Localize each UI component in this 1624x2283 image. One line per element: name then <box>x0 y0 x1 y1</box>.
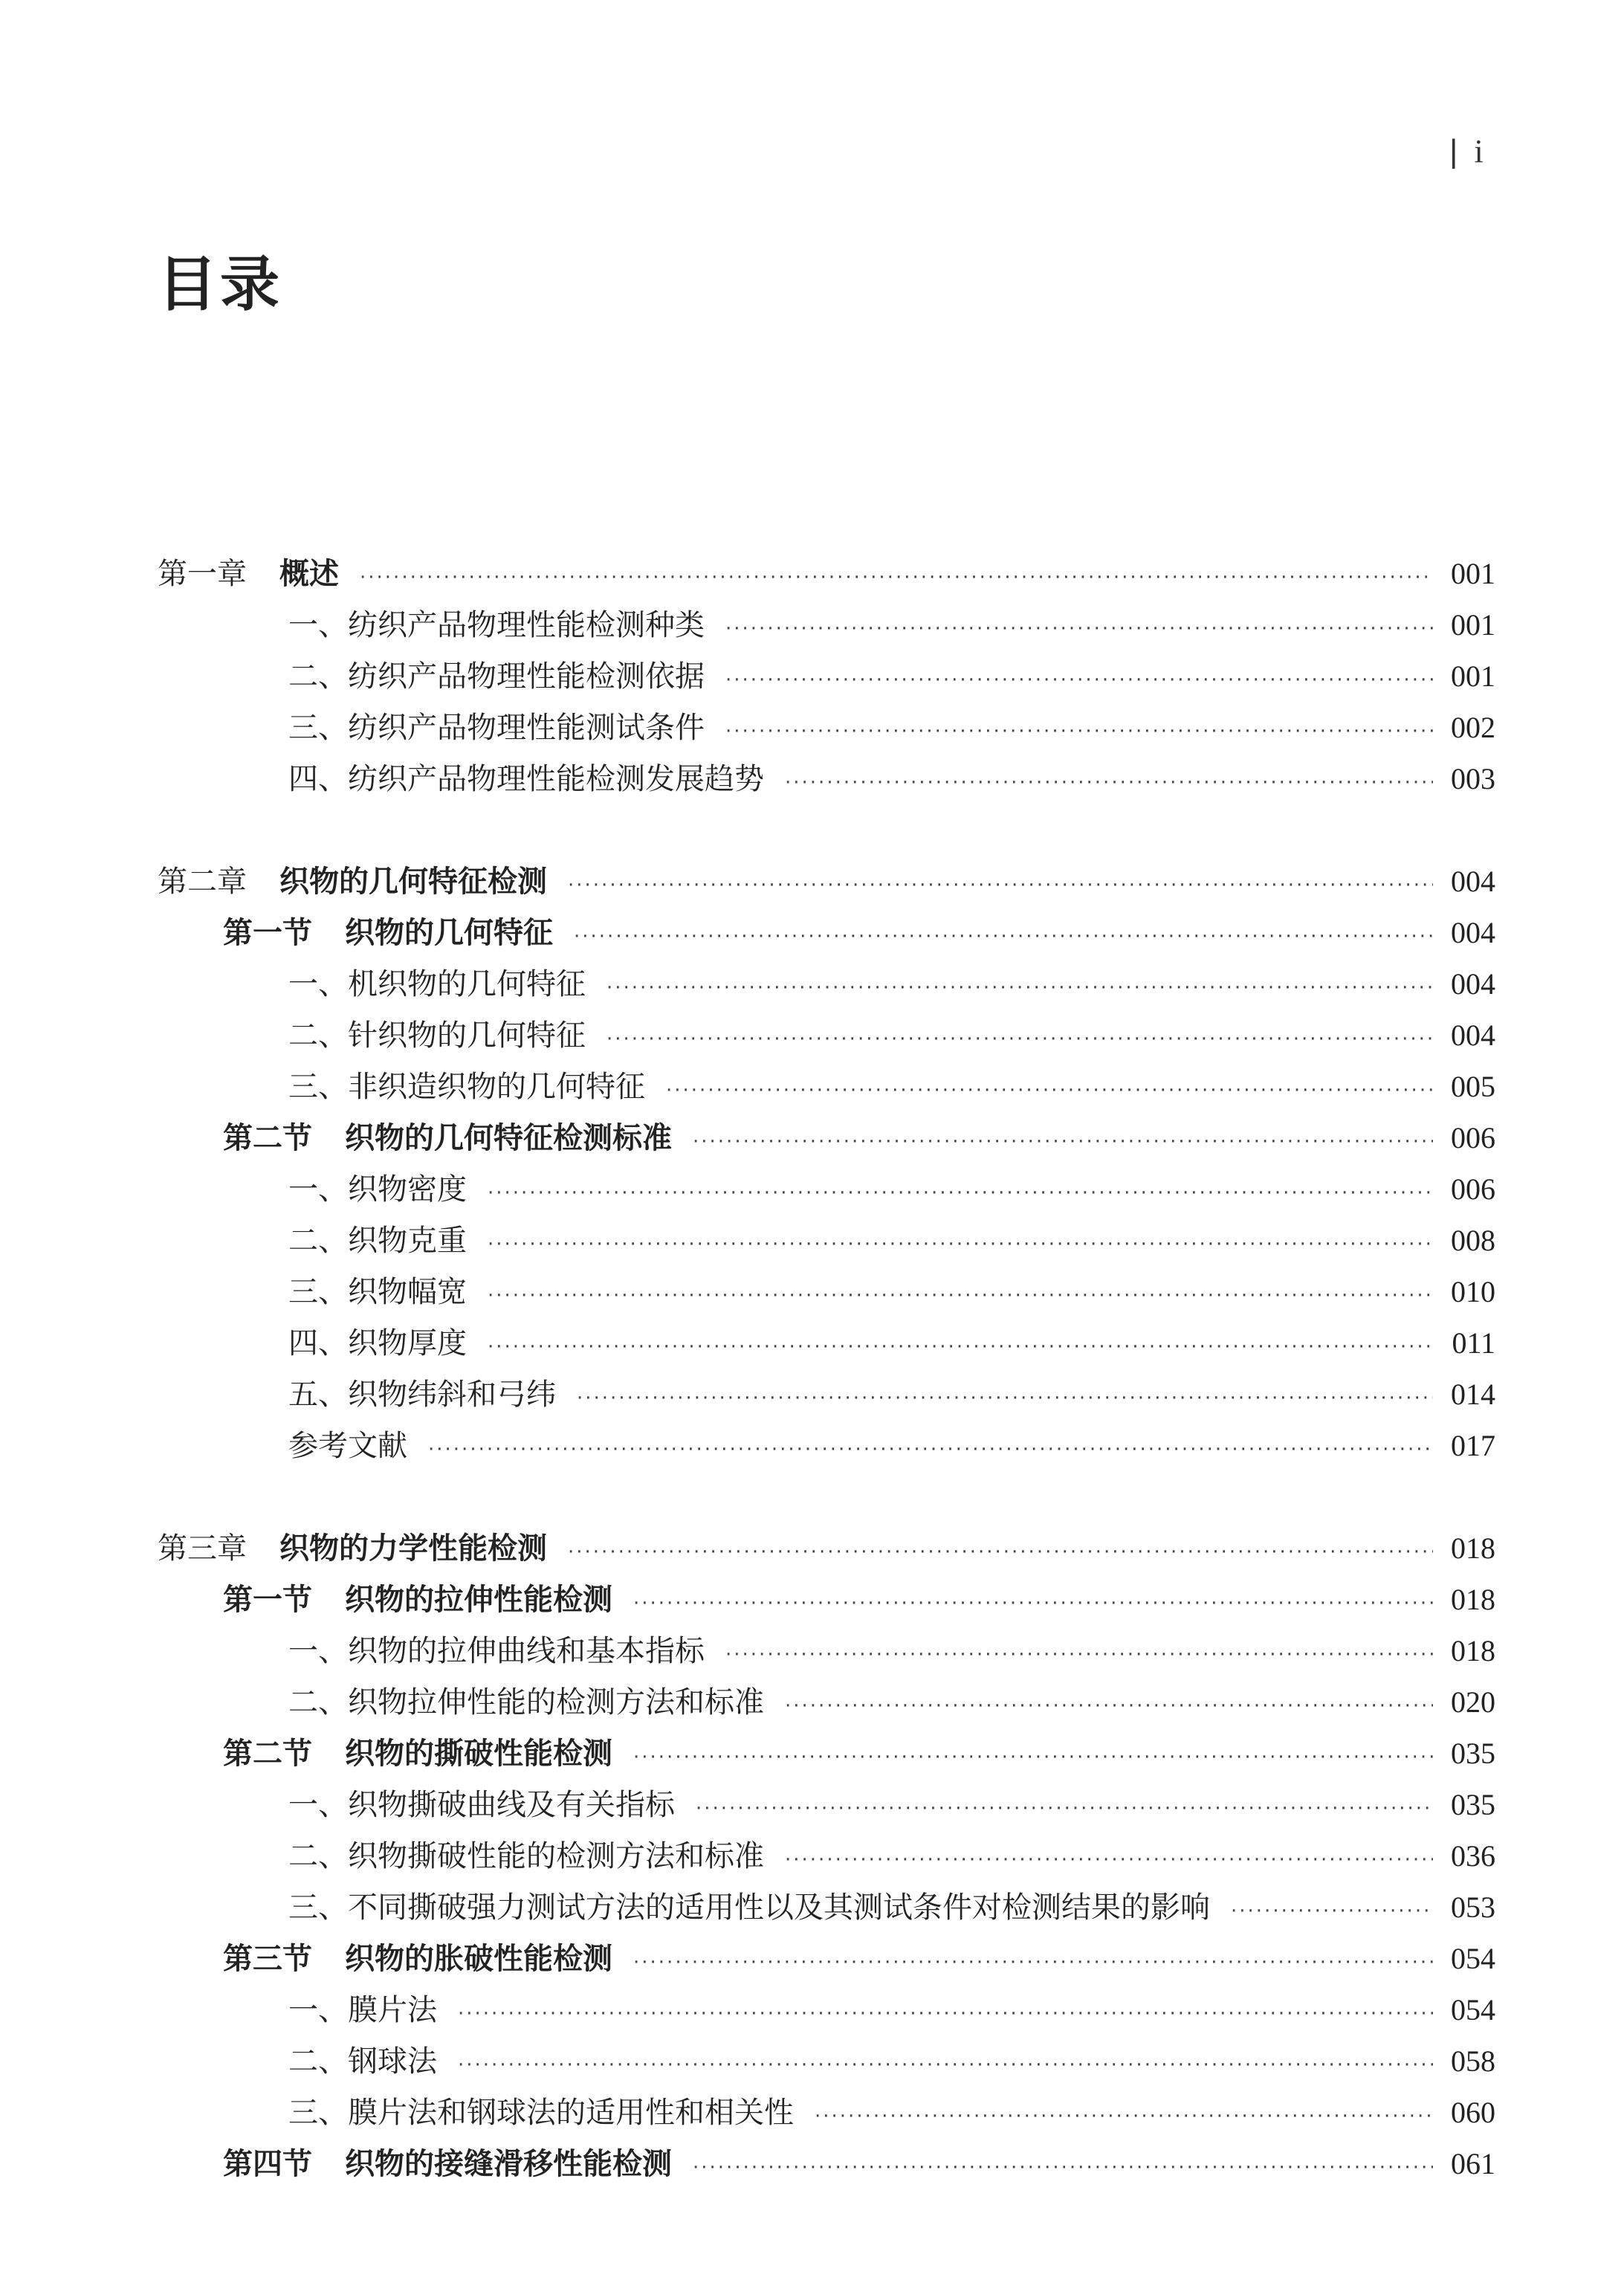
toc-entry-number: 第一章 <box>158 557 247 591</box>
toc-entry-number: 第二节 <box>223 1737 312 1771</box>
toc-entry-item[interactable] <box>158 1217 1495 1268</box>
toc-entry-label <box>288 2089 794 2131</box>
toc-entry-page: 001 <box>1451 557 1495 590</box>
dot-leader <box>633 1592 1433 1615</box>
toc-entry-label <box>288 1679 764 1721</box>
dot-leader <box>458 2054 1433 2076</box>
toc-entry-page: 060 <box>1451 2096 1495 2129</box>
toc-entry-text: 四、织物厚度 <box>288 1326 467 1360</box>
dot-leader <box>785 772 1433 794</box>
toc-entry-label <box>223 1730 612 1772</box>
toc-entry-page: 006 <box>1451 1121 1495 1155</box>
toc-entry-number: 第三节 <box>223 1942 312 1976</box>
toc-entry-label <box>288 2038 437 2080</box>
toc-entry-label <box>288 755 764 798</box>
toc-entry-text: 二、纺织产品物理性能检测依据 <box>288 659 705 694</box>
toc-entry-page: 054 <box>1451 1993 1495 2027</box>
toc-entry-text: 五、织物纬斜和弓纬 <box>288 1378 556 1412</box>
toc-entry-text: 三、膜片法和钢球法的适用性和相关性 <box>288 2096 794 2130</box>
toc-entry-text: 一、纺织产品物理性能检测种类 <box>288 608 705 642</box>
toc-entry-chapter[interactable] <box>158 550 1495 601</box>
toc-entry-text: 二、织物克重 <box>288 1224 467 1258</box>
toc-entry-item[interactable] <box>158 1679 1495 1730</box>
toc-entry-number: 第三章 <box>158 1531 247 1566</box>
toc-entry-label <box>288 1063 645 1105</box>
toc-entry-text: 三、织物幅宽 <box>288 1275 467 1309</box>
toc-entry-number: 第二章 <box>158 865 247 899</box>
dot-leader <box>1231 1900 1433 1922</box>
page-title: 目录 <box>158 250 282 319</box>
toc-entry-number: 第二节 <box>223 1121 312 1155</box>
toc-entry-section[interactable] <box>158 909 1495 960</box>
toc-entry-page: 001 <box>1451 659 1495 693</box>
toc-entry-page: 035 <box>1451 1737 1495 1770</box>
toc-entry-section[interactable] <box>158 1730 1495 1781</box>
dot-leader <box>666 1079 1433 1102</box>
dot-leader <box>785 1849 1433 1871</box>
dot-leader <box>606 977 1433 999</box>
toc-entry-label <box>288 601 705 644</box>
header-separator: | <box>1449 133 1458 169</box>
toc-entry-label <box>288 960 586 1003</box>
toc-entry-text: 织物的几何特征 <box>345 916 553 950</box>
toc-entry-label <box>223 909 553 952</box>
toc-entry-text: 织物的几何特征检测标准 <box>345 1121 672 1155</box>
toc-entry-text: 概述 <box>279 557 339 591</box>
toc-entry-item[interactable] <box>158 1627 1495 1679</box>
toc-entry-text: 织物的接缝滑移性能检测 <box>345 2147 672 2181</box>
toc-entry-item[interactable] <box>158 2089 1495 2140</box>
dot-leader <box>693 2157 1433 2179</box>
toc-entry-item[interactable] <box>158 1986 1495 2038</box>
toc-entry-section[interactable] <box>158 1114 1495 1166</box>
toc-entry-text: 一、机织物的几何特征 <box>288 967 586 1001</box>
toc-entry-text: 织物的胀破性能检测 <box>345 1942 612 1976</box>
dot-leader <box>488 1336 1433 1358</box>
dot-leader <box>568 874 1433 897</box>
toc-entry-label <box>158 858 547 900</box>
toc-entry-label <box>158 1525 547 1567</box>
toc-entry-label <box>223 1935 612 1977</box>
toc-entry-label <box>288 1832 764 1875</box>
toc-entry-label <box>288 1986 437 2029</box>
toc-entry-page: 017 <box>1451 1429 1495 1462</box>
toc-entry-item[interactable] <box>158 1012 1495 1063</box>
dot-leader <box>577 1387 1433 1409</box>
toc-entry-label <box>223 2140 672 2183</box>
toc-entry-text: 二、钢球法 <box>288 2044 437 2079</box>
toc-entry-text: 织物的撕破性能检测 <box>345 1737 612 1771</box>
toc-entry-page: 004 <box>1451 865 1495 898</box>
toc-entry-item[interactable] <box>158 1422 1495 1473</box>
toc-entry-page: 008 <box>1451 1224 1495 1257</box>
toc-entry-item[interactable] <box>158 1268 1495 1320</box>
dot-leader <box>488 1285 1433 1307</box>
dot-leader <box>725 720 1433 743</box>
toc-entry-label <box>223 1114 672 1157</box>
dot-leader <box>606 1028 1433 1050</box>
toc-entry-item[interactable] <box>158 601 1495 653</box>
toc-entry-label <box>288 1217 467 1259</box>
toc-entry-text: 参考文献 <box>288 1429 407 1463</box>
toc-entry-label <box>288 704 705 746</box>
toc-entry-text: 一、织物撕破曲线及有关指标 <box>288 1788 675 1822</box>
dot-leader <box>785 1695 1433 1717</box>
toc-entry-text: 织物的拉伸性能检测 <box>345 1583 612 1617</box>
toc-entry-page: 003 <box>1451 762 1495 795</box>
dot-leader <box>428 1438 1433 1461</box>
dot-leader <box>725 669 1433 691</box>
toc-entry-page: 018 <box>1451 1634 1495 1667</box>
toc-entry-text: 四、纺织产品物理性能检测发展趋势 <box>288 762 764 796</box>
toc-entry-item[interactable] <box>158 1063 1495 1114</box>
toc-entry-label <box>223 1576 612 1618</box>
dot-leader <box>488 1182 1433 1204</box>
toc-entry-label <box>288 1166 467 1208</box>
toc-entry-text: 二、织物撕破性能的检测方法和标准 <box>288 1839 764 1873</box>
toc-entry-page: 010 <box>1451 1275 1495 1308</box>
dot-leader <box>574 926 1433 948</box>
dot-leader <box>360 566 1433 589</box>
toc-entry-page: 002 <box>1451 711 1495 744</box>
toc-entry-page: 035 <box>1451 1788 1495 1821</box>
toc-entry-label <box>288 1884 1210 1926</box>
dot-leader <box>696 1798 1433 1820</box>
dot-leader <box>725 1644 1433 1666</box>
toc-entry-label <box>288 1422 407 1465</box>
page-number-value: i <box>1474 133 1484 169</box>
toc-entry-item[interactable] <box>158 2038 1495 2089</box>
toc-entry-page: 018 <box>1451 1583 1495 1616</box>
toc-entry-text: 一、织物的拉伸曲线和基本指标 <box>288 1634 705 1668</box>
dot-leader <box>633 1746 1433 1769</box>
toc-entry-label <box>288 1627 705 1670</box>
toc-entry-label <box>288 1268 467 1311</box>
toc-entry-section[interactable] <box>158 2140 1495 2192</box>
toc-entry-item[interactable] <box>158 1166 1495 1217</box>
toc-entry-page: 006 <box>1451 1172 1495 1206</box>
dot-leader <box>815 2105 1433 2128</box>
toc-entry-page: 014 <box>1451 1378 1495 1411</box>
toc-entry-text: 织物的力学性能检测 <box>279 1531 547 1566</box>
toc-entry-text: 织物的几何特征检测 <box>279 865 547 899</box>
toc-entry-page: 054 <box>1451 1942 1495 1975</box>
toc-entry-item[interactable] <box>158 960 1495 1012</box>
toc-entry-item[interactable] <box>158 1320 1495 1371</box>
toc-entry-page: 036 <box>1451 1839 1495 1873</box>
toc-entry-page: 005 <box>1451 1070 1495 1103</box>
toc-entry-label <box>288 1371 556 1413</box>
toc-entry-label <box>288 1781 675 1824</box>
toc-entry-page: 061 <box>1451 2147 1495 2180</box>
toc-entry-text: 二、织物拉伸性能的检测方法和标准 <box>288 1685 764 1719</box>
table-of-contents <box>158 550 1495 2192</box>
toc-entry-item[interactable] <box>158 1781 1495 1832</box>
toc-entry-section[interactable] <box>158 1576 1495 1627</box>
dot-leader <box>458 2003 1433 2025</box>
dot-leader <box>568 1541 1433 1563</box>
toc-entry-page: 020 <box>1451 1685 1495 1719</box>
page-number <box>1449 132 1484 170</box>
toc-entry-page: 001 <box>1451 608 1495 642</box>
toc-entry-text: 三、不同撕破强力测试方法的适用性以及其测试条件对检测结果的影响 <box>288 1890 1210 1925</box>
toc-entry-item[interactable] <box>158 1884 1495 1935</box>
toc-entry-label <box>288 1320 467 1362</box>
toc-entry-page: 053 <box>1451 1890 1495 1924</box>
toc-entry-item[interactable] <box>158 704 1495 755</box>
toc-entry-label <box>288 1012 586 1054</box>
toc-entry-page: 058 <box>1451 2044 1495 2078</box>
toc-entry-text: 三、非织造织物的几何特征 <box>288 1070 645 1104</box>
toc-entry-text: 一、织物密度 <box>288 1172 467 1207</box>
toc-entry-item[interactable] <box>158 653 1495 704</box>
toc-entry-item[interactable] <box>158 1832 1495 1884</box>
dot-leader <box>488 1233 1433 1256</box>
toc-entry-chapter[interactable] <box>158 858 1495 909</box>
toc-entry-page: 018 <box>1451 1531 1495 1565</box>
toc-entry-item[interactable] <box>158 1371 1495 1422</box>
toc-entry-label <box>158 550 339 592</box>
toc-entry-number: 第四节 <box>223 2147 312 2181</box>
toc-entry-text: 一、膜片法 <box>288 1993 437 2027</box>
toc-entry-page: 004 <box>1451 1018 1495 1052</box>
toc-entry-page: 004 <box>1451 967 1495 1001</box>
toc-entry-number: 第一节 <box>223 1583 312 1617</box>
toc-entry-chapter[interactable] <box>158 1525 1495 1576</box>
toc-entry-label <box>288 653 705 695</box>
toc-entry-section[interactable] <box>158 1935 1495 1986</box>
toc-entry-text: 三、纺织产品物理性能测试条件 <box>288 711 705 745</box>
dot-leader <box>693 1131 1433 1153</box>
toc-entry-text: 二、针织物的几何特征 <box>288 1018 586 1053</box>
toc-entry-page: 004 <box>1451 916 1495 949</box>
dot-leader <box>633 1951 1433 1974</box>
toc-entry-page: 011 <box>1452 1326 1495 1360</box>
toc-entry-number: 第一节 <box>223 916 312 950</box>
dot-leader <box>725 618 1433 640</box>
toc-entry-item[interactable] <box>158 755 1495 807</box>
